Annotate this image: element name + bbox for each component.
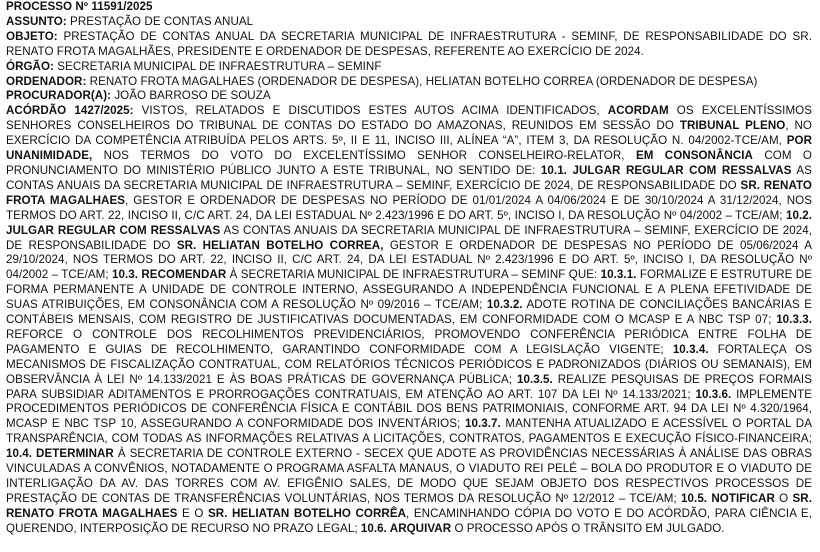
acordao-text-17: MANTENHA ATUALIZADO E ACESSÍVEL O PORTAL DA TRANSPARÊNCIA, COM TODAS AS INFORMAÇÕES RELATIVAS A LICITAÇÕES, CONTRATOS, PAGAMENTOS E EXECUÇÃO FÍSICO-FINANCEIRA; xyxy=(6,417,812,446)
assunto-line xyxy=(6,15,812,30)
item-10-6: 10.6. ARQUIVAR xyxy=(360,521,452,535)
acordao-text-6: AS CONTAS ANUAIS DA SECRETARIA MUNICIPAL DE INFRAESTRUTURA – SEMINF, EXERCÍCIO DE 2024, DE RESPONSABILIDADE DO xyxy=(6,163,812,192)
acordao-bold-1: ACORDAM xyxy=(607,104,669,118)
acordao-text-4: NOS TERMOS DO VOTO DO EXCELENTÍSSIMO SENHOR CONSELHEIRO-RELATOR, xyxy=(103,149,625,163)
acordao-paragraph xyxy=(6,104,812,536)
item-10-3-7: 10.3.7. xyxy=(464,417,501,431)
acordao-text-15: REALIZE PESQUISAS DE PREÇOS FORMAIS PARA SUBSIDIAR ADITAMENTOS E PRORROGAÇÕES CONTRATUAIS, EM ATENÇÃO AO ART. 107 DA LEI Nº 14.133/2021; xyxy=(6,372,812,401)
item-10-3-6: 10.3.6. xyxy=(695,387,732,401)
procurador-value: JOÃO BARROSO DE SOUZA xyxy=(114,89,271,103)
processo-number: 11591/2025 xyxy=(91,0,153,13)
item-10-4: 10.4. DETERMINAR xyxy=(6,447,114,461)
item-10-3-5: 10.3.5. xyxy=(517,372,553,386)
acordao-text-12: ADOTE ROTINA DE CONCILIAÇÕES BANCÁRIAS E CONTÁBEIS MENSAIS, COM REGISTRO DE JUSTIFICATIVAS DOCUMENTADAS, EM CONFORMIDADE COM O MCASP E A NBC TSP 07; xyxy=(6,298,812,327)
acordao-text-9: GESTOR E ORDENADOR DE DESPESAS NO PERÍODO DE 05/06/2024 A 29/10/2024, NOS TERMOS DO ART. 22, INCISO II, C/C ART. 24, DA LEI ESTADUAL Nº 2.423/1996 E DO ART. 5º, INCISO I, DA RESOLUÇÃO Nº 04/2002 – TCE/AM; xyxy=(6,238,812,282)
acordao-text-11: FORMALIZE E ESTRUTURE DE FORMA PERMANENTE A UNIDADE DE CONTROLE INTERNO, ASSEGURANDO A INDEPENDÊNCIA FUNCIONAL E A PLENA EFETIVIDADE DE SUAS ATRIBUIÇÕES, EM CONSONÂNCIA COM A RESOLUÇÃO Nº 09/2016 – TCE/AM; xyxy=(6,268,812,312)
item-10-3-2: 10.3.2. xyxy=(486,298,523,312)
item-10-1: 10.1. JULGAR REGULAR COM RESSALVAS xyxy=(540,163,792,177)
assunto-value: PRESTAÇÃO DE CONTAS ANUAL xyxy=(70,14,254,28)
acordao-text-20: E O xyxy=(181,506,204,520)
acordao-text-2: OS EXCELENTÍSSIMOS SENHORES CONSELHEIROS DO TRIBUNAL DE CONTAS DO ESTADO DO AMAZONAS, REUNIDOS EM SESSÃO DO xyxy=(6,104,813,133)
ordenador-value: RENATO FROTA MAGALHAES (ORDENADOR DE DESPESA), HELIATAN BOTELHO CORREA (ORDENADOR DE DESPESA) xyxy=(89,74,758,88)
item-10-2: 10.2. JULGAR REGULAR COM RESSALVAS xyxy=(6,208,813,237)
acordao-text-1: VISTOS, RELATADOS E DISCUTIDOS ESTES AUTOS ACIMA IDENTIFICADOS, xyxy=(141,104,600,118)
item-10-5: 10.5. NOTIFICAR xyxy=(681,491,775,505)
acordao-text-22: O PROCESSO APÓS O TRÂNSITO EM JULGADO. xyxy=(454,521,725,535)
orgao-value: SECRETARIA MUNICIPAL DE INFRAESTRUTURA – SEMINF xyxy=(57,59,382,73)
procurador-line xyxy=(6,89,812,104)
acordao-text-14: FORTALEÇA OS MECANISMOS DE FISCALIZAÇÃO CONTRATUAL, COM RELATÓRIOS TÉCNICOS PERIÓDICOS E PADRONIZADOS (DIÁRIOS OU SEMANAIS), EM OBSERVÂNCIA À LEI Nº 14.133/2021 E ÀS BOAS PRÁTICAS DE GOVERNANÇA PÚBLICA; xyxy=(6,342,812,386)
item-10-3: 10.3. RECOMENDAR xyxy=(111,268,227,282)
item-10-3-1: 10.3.1. xyxy=(600,268,637,282)
orgao-label: ÓRGÃO: xyxy=(6,59,54,73)
processo-label: PROCESSO Nº xyxy=(6,0,89,13)
acordao-text-8: AS CONTAS ANUAIS DA SECRETARIA MUNICIPAL DE INFRAESTRUTURA – SEMINF, EXERCÍCIO DE 2024, DE RESPONSABILIDADE DO xyxy=(6,223,812,252)
acordao-text-5: COM O PRONUNCIAMENTO DO MINISTÉRIO PÚBLICO JUNTO A ESTE TRIBUNAL, NO SENTIDO DE: xyxy=(6,149,812,177)
notified-heliatan: SR. HELIATAN BOTELHO CORRÊA xyxy=(207,506,407,520)
responsible-renato: SR. RENATO FROTA MAGALHAES xyxy=(6,178,812,207)
ordenador-line xyxy=(6,75,812,90)
acordao-text-18: À SECRETARIA DE CONTROLE EXTERNO - SECEX QUE ADOTE AS PROVIDÊNCIAS NECESSÁRIAS À ANÁLISE DAS OBRAS VINCULADAS A CONVÊNIOS, NOTADAMENTE O PROGRAMA ASFALTA MANAUS, O VIADUTO REI PELÉ – BOLA DO PRODUTOR E O VIADUTO DE INTERLIGAÇÃO DA AV. DAS TORRES COM AV. EFIGÊNIO SALES, DE MODO QUE SEJAM OBJETO DOS RESPECTIVOS PROCESSOS DE PRESTAÇÃO DE CONTAS DE TRANSFERÊNCIAS VOLUNTÁRIAS, NOS TERMOS DA RESOLUÇÃO Nº 12/2012 – TCE/AM; xyxy=(6,447,812,505)
acordao-bold-2: TRIBUNAL PLENO xyxy=(679,119,786,133)
acordao-text-16: IMPLEMENTE PROCEDIMENTOS PERIÓDICOS DE CONFERÊNCIA FÍSICA E CONTÁBIL DOS BENS PATRIMONIAIS, CONFORME ART. 94 DA LEI Nº 4.320/1964, MCASP E NBC TSP 10, ASSEGURANDO A CONFORMIDADE DOS INVENTÁRIOS; xyxy=(6,387,812,431)
procurador-label: PROCURADOR(A): xyxy=(6,89,112,103)
item-10-3-4: 10.3.4. xyxy=(672,342,709,356)
ordenador-label: ORDENADOR: xyxy=(6,74,87,88)
item-10-3-3: 10.3.3. xyxy=(776,313,812,327)
orgao-line xyxy=(6,60,812,75)
acordao-bold-4: EM CONSONÂNCIA xyxy=(635,149,753,163)
objeto-line xyxy=(6,30,812,60)
notified-renato: SR. RENATO FROTA MAGALHAES xyxy=(6,491,812,520)
objeto-label: OBJETO: xyxy=(6,29,58,43)
acordao-text-19: O xyxy=(779,491,789,505)
acordao-label: ACÓRDÃO 1427/2025: xyxy=(6,104,134,118)
acordao-bold-3: POR UNANIMIDADE, xyxy=(6,134,812,163)
processo-line xyxy=(6,0,812,15)
acordao-text-3: , NO EXERCÍCIO DA COMPETÊNCIA ATRIBUÍDA PELOS ARTS. 5º, II E 11, INCISO III, ALÍNEA “A”, ITEM 3, DA RESOLUÇÃO N. 04/2002-TCE/AM, xyxy=(6,119,812,148)
objeto-value: PRESTAÇÃO DE CONTAS ANUAL DA SECRETARIA MUNICIPAL DE INFRAESTRUTURA - SEMINF, DE RESPONSABILIDADE DO SR. RENATO FROTA MAGALHÃES, PRESIDENTE E ORDENADOR DE DESPESAS, REFERENTE AO EXERCÍCIO DE 2024. xyxy=(6,29,812,58)
acordao-text-7: , GESTOR E ORDENADOR DE DESPESAS NO PERÍODO DE 01/01/2024 A 04/06/2024 E DE 30/10/2024 A 31/12/2024, NOS TERMOS DO ART. 22, INCISO II, C/C ART. 24, DA LEI ESTADUAL Nº 2.423/1996 E DO ART. 5º, INCISO I, DA RESOLUÇÃO Nº 04/2002 – TCE/AM; xyxy=(6,193,812,222)
acordao-text-21: , ENCAMINHANDO CÓPIA DO VOTO E DO ACÓRDÃO, PARA CIÊNCIA E, QUERENDO, INTERPOSIÇÃO DE RECURSO NO PRAZO LEGAL; xyxy=(6,506,812,535)
acordao-text-10: À SECRETARIA MUNICIPAL DE INFRAESTRUTURA – SEMINF QUE: xyxy=(229,268,598,282)
responsible-heliatan: SR. HELIATAN BOTELHO CORREA, xyxy=(176,238,384,252)
acordao-text-13: REFORCE O CONTROLE DOS RECOLHIMENTOS PREVIDENCIÁRIOS, PROMOVENDO CONFERÊNCIA PERIÓDICA ENTRE FOLHA DE PAGAMENTO E GUIAS DE RECOLHIMENTO, GARANTINDO CONFORMIDADE COM A LEGISLAÇÃO VIGENTE; xyxy=(6,327,812,356)
assunto-label: ASSUNTO: xyxy=(6,14,67,28)
